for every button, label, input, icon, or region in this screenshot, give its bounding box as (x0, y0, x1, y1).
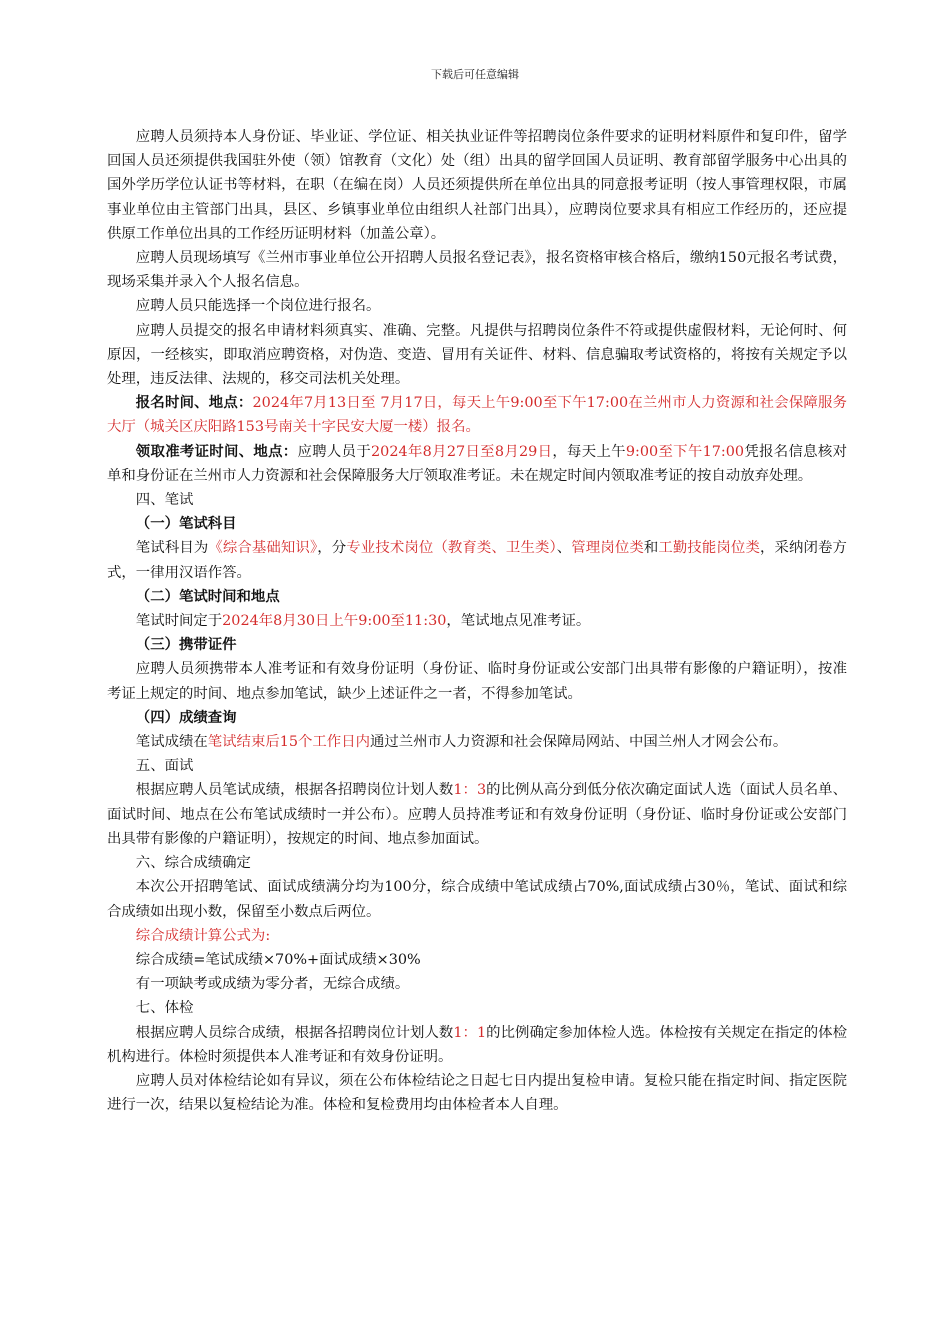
paragraph-truthfulness: 应聘人员提交的报名申请材料须真实、准确、完整。凡提供与招聘岗位条件不符或提供虚假材料，无论何时、何原因，一经核实，即取消应聘资格，对伪造、变造、冒用有关证件、材料、信息骗取考试资格的，将按有关规定予以处理，违反法律、法规的，移交司法机关处理。 (107, 322, 847, 388)
subject-category-skilled: 工勤技能岗位类 (658, 540, 760, 557)
subject-category-professional: 专业技术岗位（教育类、卫生类） (346, 540, 557, 557)
formula-heading: 综合成绩计算公式为: (135, 927, 271, 944)
admission-text-a: 应聘人员于 (297, 443, 372, 460)
registration-time-label: 报名时间、地点： (135, 394, 253, 412)
exam-time-text-a: 笔试时间定于 (135, 613, 223, 630)
subject-name: 《综合基础知识》 (208, 540, 318, 557)
paragraph-no-score: 有一项缺考或成绩为零分者，无综合成绩。 (135, 976, 410, 993)
interview-text-a: 根据应聘人员笔试成绩，根据各招聘岗位计划人数 (135, 782, 454, 799)
subsection-documents: （三）携带证件 (135, 637, 237, 654)
registration-time-text: 2024年7月13日至 7月17日，每天上午9:00至下午17:00在兰州市人力资源和社会保障服务大厅（城关区庆阳路153号南关十字民安大厦一楼）报名。 (107, 395, 847, 436)
physical-text-a: 根据应聘人员综合成绩，根据各招聘岗位计划人数 (135, 1024, 454, 1041)
section-written-exam: 四、笔试 (135, 492, 194, 509)
paragraph-documents: 应聘人员须携带本人准考证和有效身份证明（身份证、临时身份证或公安部门出具带有影像的户籍证明），按准考证上规定的时间、地点参加笔试，缺少上述证件之一者，不得参加笔试。 (107, 661, 847, 702)
subject-text-g: 和 (643, 540, 659, 557)
score-deadline: 笔试结束后15个工作日内 (207, 734, 370, 751)
physical-ratio: 1：1 (453, 1024, 487, 1041)
subject-category-management: 管理岗位类 (571, 540, 644, 557)
paragraph-score-query (107, 730, 847, 754)
subject-text-i: ，采纳闭卷方式，一律用汉语作答。 (107, 540, 847, 581)
paragraph-admission-ticket (107, 440, 847, 488)
admission-hours: 9:00至下午17:00 (625, 443, 745, 460)
interview-text-c: 的比例从高分到低分依次确定面试人选（面试人员名单、面试时间、地点在公布笔试成绩时一并公布）。应聘人员持准考证和有效身份证明（身份证、临时身份证或公安部门出具带有影像的户籍证明），按规定的时间、地点参加面试。 (107, 782, 847, 847)
subsection-exam-time: （二）笔试时间和地点 (135, 588, 280, 605)
physical-text-c: 的比例确定参加体检人选。体检按有关规定在指定的体检机构进行。体检时须提供本人准考证和有效身份证明。 (107, 1024, 847, 1065)
paragraph-exam-time (107, 609, 847, 633)
paragraph-exam-subject (107, 536, 847, 584)
document-body (107, 125, 847, 1117)
paragraph-total-score: 本次公开招聘笔试、面试成绩满分均为100分，综合成绩中笔试成绩占70%,面试成绩占30％，笔试、面试和综合成绩如出现小数，保留至小数点后两位。 (107, 879, 847, 920)
paragraph-materials: 应聘人员须持本人身份证、毕业证、学位证、相关执业证件等招聘岗位条件要求的证明材料原件和复印件，留学回国人员还须提供我国驻外使（领）馆教育（文化）处（组）出具的留学回国人员证明、教育部留学服务中心出具的国外学历学位认证书等材料，在职（在编在岗）人员还须提供所在单位出具的同意报考证明（按人事管理权限，市属事业单位由主管部门出具，县区、乡镇事业单位由组织人社部门出具），应聘岗位要求具有相应工作经历的，还应提供原工作单位出具的工作经历证明材料（加盖公章）。 (107, 129, 847, 242)
subsection-score-query: （四）成绩查询 (135, 709, 237, 726)
paragraph-registration-time (107, 391, 847, 439)
exam-time-text-c: ，笔试地点见准考证。 (446, 613, 591, 630)
section-physical-exam: 七、体检 (135, 1000, 194, 1017)
score-text-c: 通过兰州市人力资源和社会保障局网站、中国兰州人才网会公布。 (369, 734, 788, 751)
subject-text-a: 笔试科目为 (135, 540, 209, 557)
exam-time-value: 2024年8月30日上午9:00至11:30 (222, 613, 447, 630)
subject-text-e: 、 (556, 540, 572, 557)
score-text-a: 笔试成绩在 (135, 734, 208, 751)
admission-text-e: 凭报名信息核对单和身份证在兰州市人力资源和社会保障服务大厅领取准考证。未在规定时间内领取准考证的按自动放弃处理。 (107, 443, 847, 484)
paragraph-reexam: 应聘人员对体检结论如有异议，须在公布体检结论之日起七日内提出复检申请。复检只能在指定时间、指定医院进行一次，结果以复检结论为准。体检和复检费用均由体检者本人自理。 (107, 1072, 847, 1114)
admission-dates: 2024年8月27日至8月29日 (371, 443, 553, 460)
paragraph-physical-exam (107, 1021, 847, 1069)
subject-text-c: ，分 (317, 540, 347, 557)
section-interview: 五、面试 (135, 758, 194, 775)
admission-text-c: ，每天上午 (552, 443, 626, 460)
paragraph-interview (107, 778, 847, 851)
subsection-exam-subject: （一）笔试科目 (135, 516, 237, 533)
paragraph-registration-form: 应聘人员现场填写《兰州市事业单位公开招聘人员报名登记表》，报名资格审核合格后，缴纳150元报名考试费，现场采集并录入个人报名信息。 (107, 250, 847, 291)
formula: 综合成绩=笔试成绩×70%+面试成绩×30% (135, 951, 421, 968)
interview-ratio: 1：3 (453, 782, 487, 799)
admission-ticket-label: 领取准考证时间、地点： (135, 442, 298, 460)
page-header: 下载后可任意编辑 (431, 68, 519, 81)
paragraph-single-position: 应聘人员只能选择一个岗位进行报名。 (135, 298, 381, 315)
section-total-score: 六、综合成绩确定 (135, 855, 251, 872)
